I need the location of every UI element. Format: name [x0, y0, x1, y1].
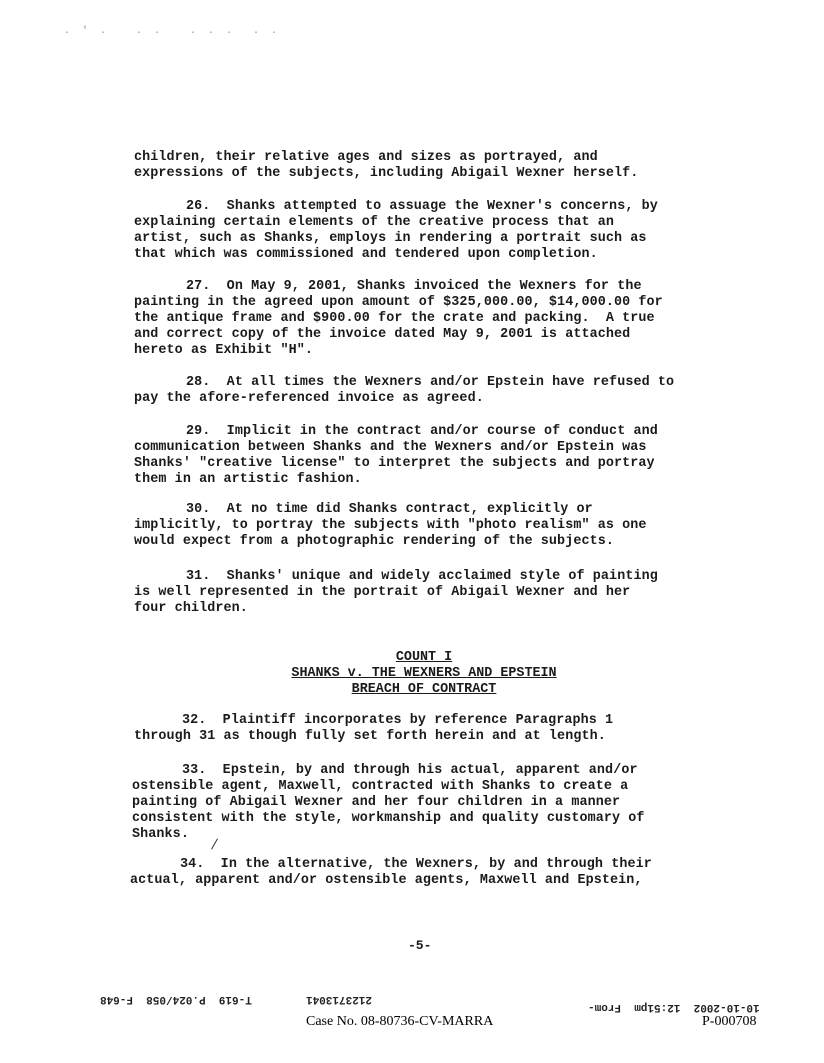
text-line: explaining certain elements of the creative process that an: [134, 215, 615, 230]
paragraph-27-start: 27. On May 9, 2001, Shanks invoiced the Wexners for the: [186, 279, 642, 294]
count-title: COUNT I: [395, 650, 453, 665]
paragraph-34-start: 34. In the alternative, the Wexners, by and through their: [180, 857, 652, 872]
text-line: Shanks' "creative license" to interpret the subjects and portray: [134, 456, 655, 471]
paragraph-32-start: 32. Plaintiff incorporates by reference Paragraphs 1: [182, 713, 614, 728]
count-claim: BREACH OF CONTRACT: [351, 682, 497, 697]
fax-header-mid: 2123713041: [306, 993, 373, 1005]
paragraph-33-start: 33. Epstein, by and through his actual, apparent and/or: [182, 763, 638, 778]
text-line: pay the afore-referenced invoice as agreed.: [134, 391, 484, 406]
text-line: communication between Shanks and the Wexners and/or Epstein was: [134, 440, 647, 455]
fax-header-right: 10-10-2002 12:51pm From-: [588, 1001, 760, 1013]
text-line: is well represented in the portrait of Abigail Wexner and her: [134, 585, 631, 600]
text-line: that which was commissioned and tendered upon completion.: [134, 247, 598, 262]
text-line: implicitly, to portray the subjects with "photo realism" as one: [134, 518, 647, 533]
text-line: hereto as Exhibit "H".: [134, 343, 313, 358]
text-line: the antique frame and $900.00 for the crate and packing. A true: [134, 311, 655, 326]
text-line: painting of Abigail Wexner and her four children in a manner: [132, 795, 621, 810]
paragraph-30-start: 30. At no time did Shanks contract, explicitly or: [186, 502, 593, 517]
text-line: and correct copy of the invoice dated May 9, 2001 is attached: [134, 327, 631, 342]
paragraph-31-start: 31. Shanks' unique and widely acclaimed style of painting: [186, 569, 658, 584]
scan-noise: . ' . . . . . . . .: [64, 26, 281, 37]
text-line: them in an artistic fashion.: [134, 472, 362, 487]
text-line: ostensible agent, Maxwell, contracted with Shanks to create a: [132, 779, 629, 794]
text-line: four children.: [134, 601, 248, 616]
text-line: children, their relative ages and sizes as portrayed, and: [134, 150, 598, 165]
text-line: Shanks.: [132, 827, 189, 842]
case-number: Case No. 08-80736-CV-MARRA: [306, 1014, 494, 1029]
text-line: expressions of the subjects, including Abigail Wexner herself.: [134, 166, 639, 181]
paragraph-26-start: 26. Shanks attempted to assuage the Wexner's concerns, by: [186, 199, 658, 214]
text-line: painting in the agreed upon amount of $325,000.00, $14,000.00 for: [134, 295, 663, 310]
text-line: would expect from a photographic rendering of the subjects.: [134, 534, 615, 549]
text-line: artist, such as Shanks, employs in rendering a portrait such as: [134, 231, 647, 246]
fax-header-left: T-619 P.024/058 F-648: [100, 993, 252, 1005]
text-line: actual, apparent and/or ostensible agents, Maxwell and Epstein,: [130, 873, 643, 888]
page-number: -5-: [408, 938, 432, 953]
text-line: consistent with the style, workmanship and quality customary of: [132, 811, 645, 826]
paragraph-28-start: 28. At all times the Wexners and/or Epstein have refused to: [186, 375, 675, 390]
bates-number: P-000708: [702, 1014, 757, 1029]
paragraph-29-start: 29. Implicit in the contract and/or course of conduct and: [186, 424, 658, 439]
count-parties: SHANKS v. THE WEXNERS AND EPSTEIN: [291, 666, 557, 681]
text-line: through 31 as though fully set forth herein and at length.: [134, 729, 606, 744]
